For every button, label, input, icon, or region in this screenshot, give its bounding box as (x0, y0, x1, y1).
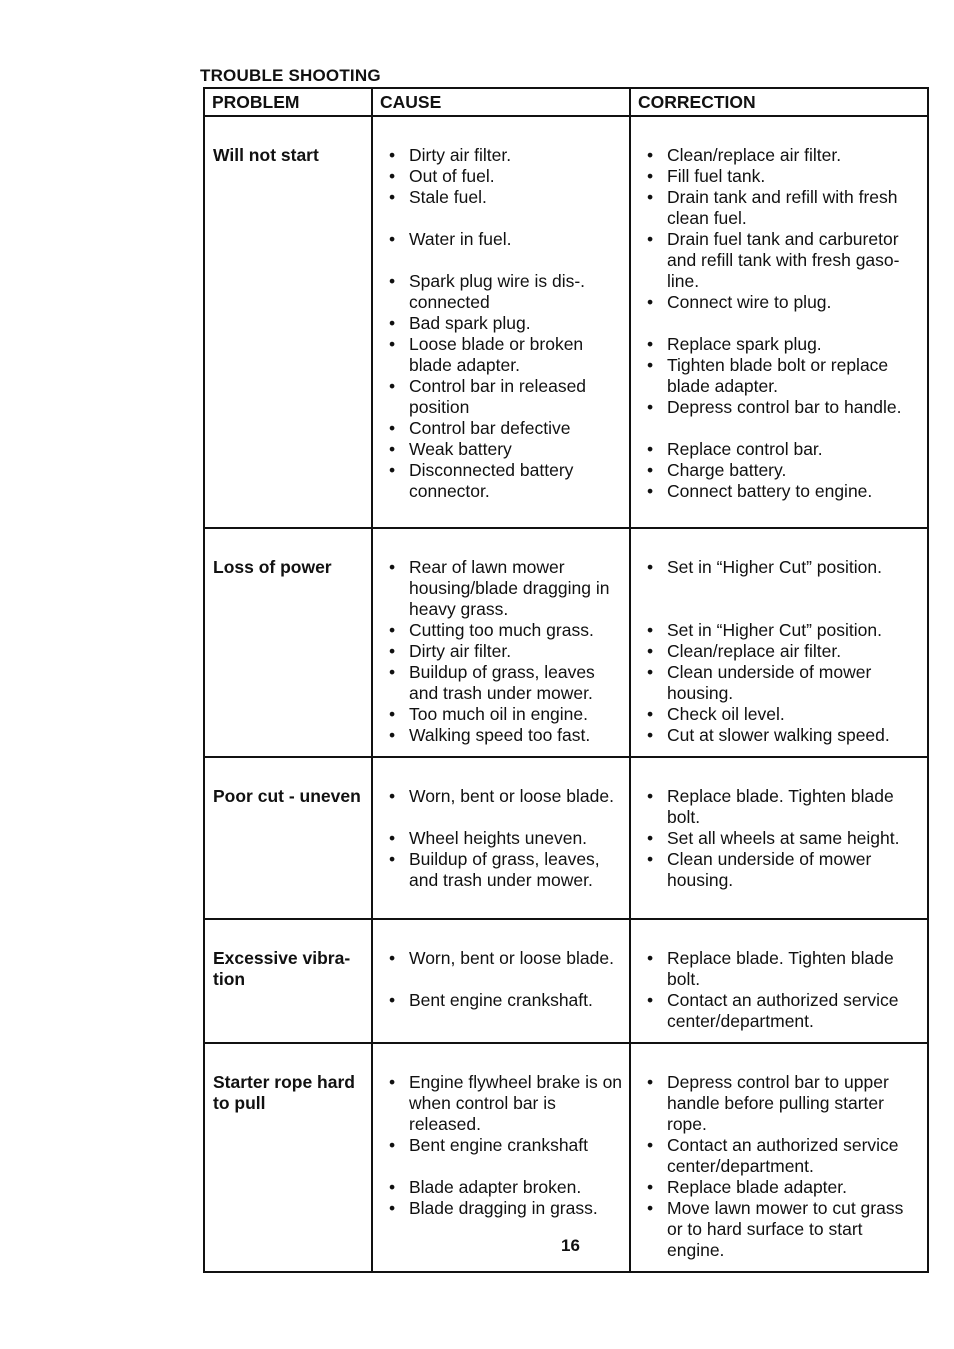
cause-item: • Buildup of grass, leaves and trash under mower. (373, 662, 625, 704)
table-row (204, 116, 928, 528)
problem-cell: Loss of power (204, 528, 372, 757)
cause-item: • Bent engine crankshaft. (373, 990, 625, 1011)
column-header-correction: CORRECTION (630, 88, 928, 116)
cause-list (373, 786, 625, 891)
cause-item: • Rear of lawn mower housing/blade dragging in heavy grass. (373, 557, 625, 620)
table-row (204, 528, 928, 757)
correction-item: • Replace blade. Tighten blade bolt. (631, 786, 923, 828)
cause-item: • Blade adapter broken. (373, 1177, 625, 1198)
correction-item: • Set in “Higher Cut” position. (631, 620, 923, 641)
correction-item: • Contact an authorized service center/department. (631, 990, 923, 1032)
table-row (204, 757, 928, 919)
cause-list (373, 948, 625, 1011)
cause-item: • Worn, bent or loose blade. (373, 948, 625, 969)
cause-item: • Disconnected battery connector. (373, 460, 625, 502)
cause-list (373, 1072, 625, 1219)
cause-item: • Blade dragging in grass. (373, 1198, 625, 1219)
correction-cell (630, 116, 928, 528)
correction-item: • Drain tank and refill with fresh clean fuel. (631, 187, 923, 229)
cause-item: • Control bar defective (373, 418, 625, 439)
cause-item: • Loose blade or broken blade adapter. (373, 334, 625, 376)
column-header-cause: CAUSE (372, 88, 630, 116)
column-header-problem: PROBLEM (204, 88, 372, 116)
cause-item: • Too much oil in engine. (373, 704, 625, 725)
cause-cell (372, 757, 630, 919)
correction-list (631, 786, 923, 891)
table-header-row (204, 88, 928, 116)
cause-cell (372, 116, 630, 528)
correction-item: • Clean/replace air filter. (631, 145, 923, 166)
correction-item: • Drain fuel tank and carburetor and refill tank with fresh gaso-line. (631, 229, 923, 292)
page-number: 16 (561, 1236, 580, 1255)
cause-item: • Stale fuel. (373, 187, 625, 208)
correction-cell (630, 757, 928, 919)
correction-item: • Cut at slower walking speed. (631, 725, 923, 746)
correction-item: • Depress control bar to handle. (631, 397, 923, 418)
correction-item: • Set all wheels at same height. (631, 828, 923, 849)
cause-cell (372, 1043, 630, 1272)
correction-item: • Connect wire to plug. (631, 292, 923, 313)
correction-item: • Tighten blade bolt or replace blade adapter. (631, 355, 923, 397)
cause-list (373, 557, 625, 746)
cause-item: • Weak battery (373, 439, 625, 460)
troubleshooting-table (203, 87, 929, 1273)
problem-cell: Excessive vibra-tion (204, 919, 372, 1043)
correction-item: • Charge battery. (631, 460, 923, 481)
table-row (204, 919, 928, 1043)
cause-item: • Bent engine crankshaft (373, 1135, 625, 1156)
correction-item: • Contact an authorized service center/department. (631, 1135, 923, 1177)
cause-item: • Cutting too much grass. (373, 620, 625, 641)
correction-list (631, 145, 923, 502)
correction-item: • Replace blade adapter. (631, 1177, 923, 1198)
correction-item: • Replace control bar. (631, 439, 923, 460)
cause-item: • Wheel heights uneven. (373, 828, 625, 849)
correction-list (631, 557, 923, 746)
correction-item: • Set in “Higher Cut” position. (631, 557, 923, 578)
correction-item: • Fill fuel tank. (631, 166, 923, 187)
problem-cell: Poor cut - uneven (204, 757, 372, 919)
correction-item: • Replace blade. Tighten blade bolt. (631, 948, 923, 990)
cause-item: • Out of fuel. (373, 166, 625, 187)
problem-cell: Starter rope hard to pull (204, 1043, 372, 1272)
cause-item: • Buildup of grass, leaves, and trash under mower. (373, 849, 625, 891)
cause-cell (372, 919, 630, 1043)
correction-item: • Depress control bar to upper handle before pulling starter rope. (631, 1072, 923, 1135)
correction-item: • Check oil level. (631, 704, 923, 725)
correction-cell (630, 1043, 928, 1272)
correction-list (631, 1072, 923, 1261)
cause-item: • Bad spark plug. (373, 313, 625, 334)
cause-item: • Spark plug wire is dis-. connected (373, 271, 625, 313)
cause-item: • Engine flywheel brake is on when control bar is released. (373, 1072, 625, 1135)
correction-item: • Replace spark plug. (631, 334, 923, 355)
cause-item: • Worn, bent or loose blade. (373, 786, 625, 807)
section-title: TROUBLE SHOOTING (200, 66, 381, 85)
cause-item: • Water in fuel. (373, 229, 625, 250)
correction-cell (630, 528, 928, 757)
correction-item: • Move lawn mower to cut grass or to hard surface to start engine. (631, 1198, 923, 1261)
cause-item: • Dirty air filter. (373, 145, 625, 166)
cause-cell (372, 528, 630, 757)
cause-item: • Dirty air filter. (373, 641, 625, 662)
problem-cell: Will not start (204, 116, 372, 528)
correction-item: • Clean underside of mower housing. (631, 662, 923, 704)
correction-item: • Clean/replace air filter. (631, 641, 923, 662)
cause-item: • Walking speed too fast. (373, 725, 625, 746)
cause-item: • Control bar in released position (373, 376, 625, 418)
correction-item: • Connect battery to engine. (631, 481, 923, 502)
correction-list (631, 948, 923, 1032)
correction-cell (630, 919, 928, 1043)
correction-item: • Clean underside of mower housing. (631, 849, 923, 891)
cause-list (373, 145, 625, 502)
